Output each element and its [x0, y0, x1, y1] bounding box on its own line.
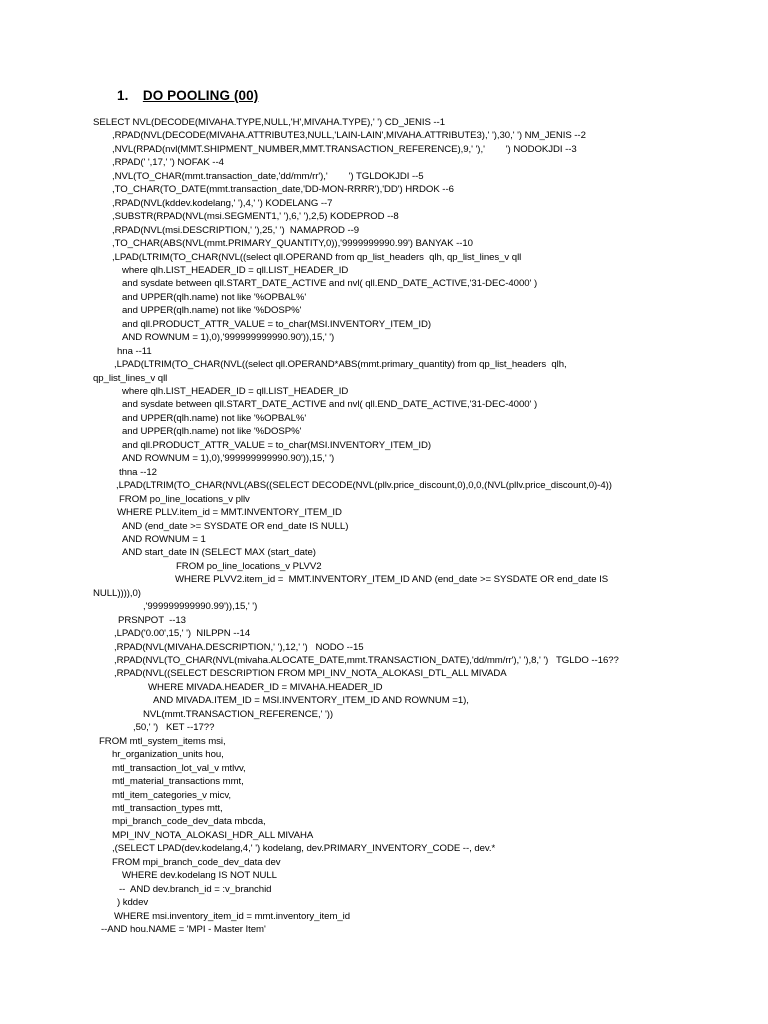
- code-line: and UPPER(qlh.name) not like '%DOSP%': [122, 305, 302, 317]
- code-line: FROM po_line_locations_v PLVV2: [176, 560, 322, 572]
- code-line: ,RPAD(NVL(MIVAHA.DESCRIPTION,' '),12,' ') NODO --15: [114, 641, 364, 653]
- code-line: ,(SELECT LPAD(dev.kodelang,4,' ') kodelang, dev.PRIMARY_INVENTORY_CODE --, dev.*: [112, 843, 496, 855]
- code-line: and qll.PRODUCT_ATTR_VALUE = to_char(MSI.INVENTORY_ITEM_ID): [122, 318, 432, 330]
- code-line: NVL(mmt.TRANSACTION_REFERENCE,' ')): [143, 708, 334, 720]
- code-line: AND ROWNUM = 1),0),'999999999990.90')),15,' '): [122, 332, 335, 344]
- code-line: where qlh.LIST_HEADER_ID = qll.LIST_HEADER_ID: [122, 264, 349, 276]
- code-line: ,TO_CHAR(ABS(NVL(mmt.PRIMARY_QUANTITY,0)),'9999999990.99') BANYAK --10: [112, 238, 473, 250]
- code-line: FROM mtl_system_items msi,: [99, 735, 226, 747]
- code-line: AND ROWNUM = 1: [122, 533, 206, 545]
- code-line: ,RPAD(NVL(msi.DESCRIPTION,' '),25,' ') NAMAPROD --9: [112, 224, 360, 236]
- code-line: and UPPER(qlh.name) not like '%OPBAL%': [122, 291, 307, 303]
- code-line: WHERE MIVADA.HEADER_ID = MIVAHA.HEADER_ID: [148, 681, 383, 693]
- code-line: thna --12: [119, 466, 157, 478]
- code-line: mtl_item_categories_v micv,: [112, 789, 231, 801]
- code-line: ,SUBSTR(RPAD(NVL(msi.SEGMENT1,' '),6,' '),2,5) KODEPROD --8: [112, 211, 399, 223]
- code-line: ,RPAD(' ',17,' ') NOFAK --4: [112, 157, 224, 169]
- code-line: ,RPAD(NVL(TO_CHAR(NVL(mivaha.ALOCATE_DATE,mmt.TRANSACTION_DATE),'dd/mm/rr'),' '),8,' ') TGLDO --16??: [114, 655, 619, 666]
- code-line: and qll.PRODUCT_ATTR_VALUE = to_char(MSI.INVENTORY_ITEM_ID): [122, 439, 432, 451]
- code-line: ,'999999999990.99')),15,' '): [143, 601, 258, 613]
- code-line: and sysdate between qll.START_DATE_ACTIVE and nvl( qll.END_DATE_ACTIVE,'31-DEC-4000' ): [122, 399, 538, 411]
- section-title: DO POOLING (00): [142, 88, 259, 103]
- code-line: PRSNPOT --13: [118, 614, 186, 626]
- code-line: mpi_branch_code_dev_data mbcda,: [112, 816, 266, 828]
- code-line: ) kddev: [117, 897, 149, 909]
- code-line: MPI_INV_NOTA_ALOKASI_HDR_ALL MIVAHA: [112, 829, 314, 841]
- code-line: AND ROWNUM = 1),0),'999999999990.90')),15,' '): [122, 453, 335, 465]
- code-line: WHERE PLLV.item_id = MMT.INVENTORY_ITEM_ID: [117, 507, 342, 519]
- code-line: qp_list_lines_v qll: [93, 372, 168, 384]
- code-line: and sysdate between qll.START_DATE_ACTIVE and nvl( qll.END_DATE_ACTIVE,'31-DEC-4000' ): [122, 278, 538, 290]
- code-line: WHERE PLVV2.item_id = MMT.INVENTORY_ITEM_ID AND (end_date >= SYSDATE OR end_date IS: [175, 574, 609, 586]
- code-line: ,RPAD(NVL(DECODE(MIVAHA.ATTRIBUTE3,NULL,'LAIN-LAIN',MIVAHA.ATTRIBUTE3),' '),30,' ') NM_JENIS --2: [112, 130, 586, 142]
- code-line: and UPPER(qlh.name) not like '%OPBAL%': [122, 412, 307, 424]
- code-line: AND (end_date >= SYSDATE OR end_date IS NULL): [122, 520, 349, 532]
- code-line: AND MIVADA.ITEM_ID = MSI.INVENTORY_ITEM_ID AND ROWNUM =1),: [153, 695, 469, 707]
- code-line: ,LPAD('0.00',15,' ') NILPPN --14: [114, 628, 251, 640]
- code-line: ,RPAD(NVL(kddev.kodelang,' '),4,' ') KODELANG --7: [112, 197, 333, 209]
- code-line: -- AND dev.branch_id = :v_branchid: [119, 883, 272, 895]
- code-line: --AND hou.NAME = 'MPI - Master Item': [101, 924, 266, 935]
- code-line: WHERE dev.kodelang IS NOT NULL: [122, 870, 277, 882]
- code-line: mtl_transaction_lot_val_v mtlvv,: [112, 762, 246, 774]
- code-line: FROM po_line_locations_v pllv: [119, 493, 250, 505]
- code-line: ,LPAD(LTRIM(TO_CHAR(NVL((select qll.OPERAND from qp_list_headers qlh, qp_list_lines_v qll: [112, 251, 522, 263]
- code-line: mtl_material_transactions mmt,: [112, 776, 244, 788]
- code-line: WHERE msi.inventory_item_id = mmt.inventory_item_id: [114, 910, 351, 922]
- code-line: AND start_date IN (SELECT MAX (start_date): [122, 547, 316, 559]
- code-line: ,50,' ') KET --17??: [133, 722, 215, 734]
- code-line: NULL)))),0): [93, 587, 141, 599]
- code-line: and UPPER(qlh.name) not like '%DOSP%': [122, 426, 302, 438]
- code-line: SELECT NVL(DECODE(MIVAHA.TYPE,NULL,'H',MIVAHA.TYPE),' ') CD_JENIS --1: [93, 117, 445, 128]
- code-line: ,LPAD(LTRIM(TO_CHAR(NVL(ABS((SELECT DECODE(NVL(pllv.price_discount,0),0,0,(NVL(pllv.price_discount,0)-4)): [116, 480, 612, 492]
- section-heading: [117, 88, 258, 103]
- code-line: ,TO_CHAR(TO_DATE(mmt.transaction_date,'DD-MON-RRRR'),'DD') HRDOK --6: [112, 184, 454, 196]
- code-line: mtl_transaction_types mtt,: [112, 802, 223, 814]
- code-line: where qlh.LIST_HEADER_ID = qll.LIST_HEADER_ID: [122, 386, 349, 397]
- code-line: FROM mpi_branch_code_dev_data dev: [112, 856, 281, 868]
- code-line: ,LPAD(LTRIM(TO_CHAR(NVL((select qll.OPERAND*ABS(mmt.primary_quantity) from qp_list_headers qlh,: [114, 359, 567, 371]
- section-number: 1.: [117, 88, 129, 103]
- code-line: ,RPAD(NVL((SELECT DESCRIPTION FROM MPI_INV_NOTA_ALOKASI_DTL_ALL MIVADA: [114, 668, 507, 680]
- code-line: hna --11: [117, 345, 152, 357]
- code-line: ,NVL(RPAD(nvl(MMT.SHIPMENT_NUMBER,MMT.TRANSACTION_REFERENCE),9,' '),' ') NODOKJDI --3: [112, 143, 577, 155]
- code-line: ,NVL(TO_CHAR(mmt.transaction_date,'dd/mm/rr'),' ') TGLDOKJDI --5: [112, 170, 424, 182]
- code-line: hr_organization_units hou,: [112, 749, 224, 761]
